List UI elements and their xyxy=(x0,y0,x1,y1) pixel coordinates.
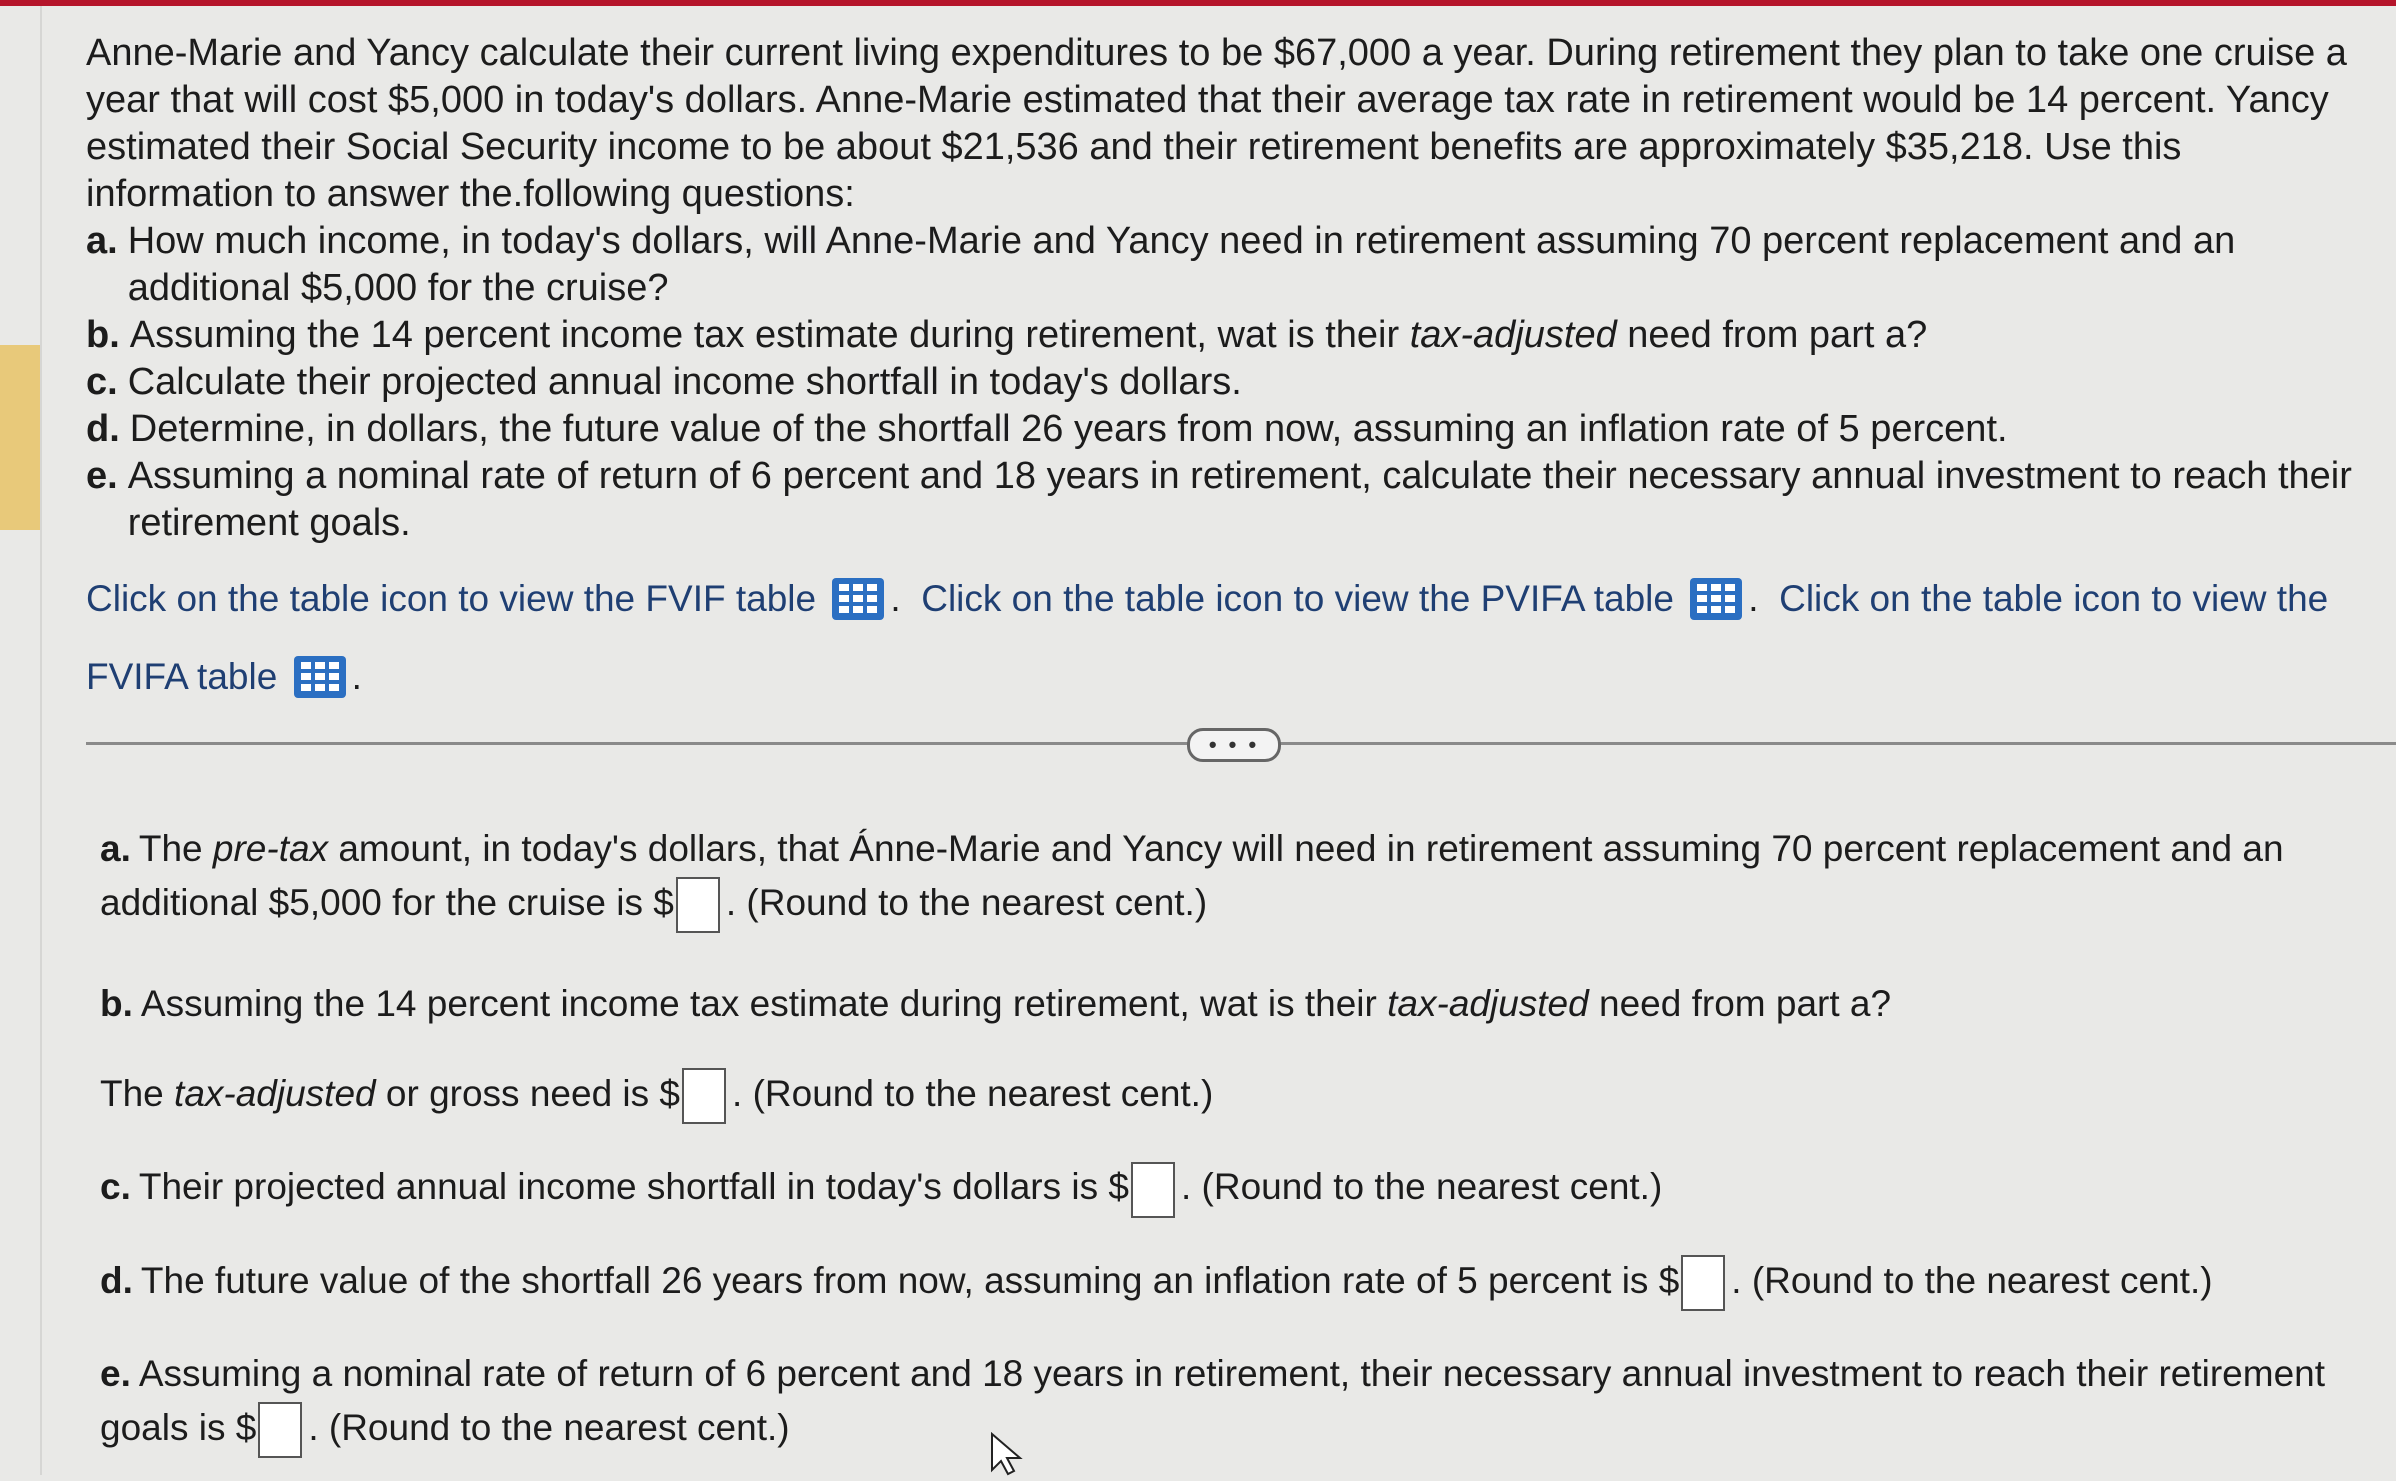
answer-text-post: . (Round to the nearest cent.) xyxy=(1731,1259,2213,1301)
answer-text-pre: The xyxy=(100,1073,175,1115)
mouse-pointer-icon xyxy=(990,1432,1030,1481)
answer-text-pre: The xyxy=(138,828,213,869)
table-icon[interactable] xyxy=(832,578,884,620)
answer-text-mid: or gross need is $ xyxy=(375,1073,681,1115)
answer-panel xyxy=(100,822,2350,1458)
answer-letter: b. xyxy=(100,983,133,1025)
answer-input-e[interactable] xyxy=(258,1402,302,1458)
answer-text-pre: Assuming the 14 percent income tax estimate during retirement, wat is their xyxy=(140,983,1388,1025)
question-letter: c. xyxy=(86,361,118,403)
answer-text-emphasis: pre-tax xyxy=(212,828,329,869)
question-text-pre: Assuming the 14 percent income tax estimate during retirement, wat is their xyxy=(129,314,1410,356)
separator-dot: . xyxy=(351,656,362,698)
fvifa-table-link-prefix[interactable]: Click on the table icon to view the xyxy=(1779,578,2329,620)
answer-text-pre: Assuming a nominal rate of return of 6 percent and 18 years in retirement, their necessary annual investment to reach their retirement goals is $ xyxy=(100,1352,2326,1448)
answer-text-post: . (Round to the nearest cent.) xyxy=(1181,1166,1663,1208)
separator-dot: . xyxy=(1748,578,1759,620)
answer-text-pre: Their projected annual income shortfall in today's dollars is $ xyxy=(138,1166,1129,1208)
answer-text-mid: amount, in today's dollars, that Ánne-Marie and Yancy will need in retirement assuming 70 percent replacement and an additional $5,000 for the cruise is $ xyxy=(100,828,2284,923)
answer-input-b[interactable] xyxy=(682,1068,726,1124)
answer-letter: d. xyxy=(100,1259,133,1301)
table-links xyxy=(86,559,2366,715)
top-accent-bar xyxy=(0,0,2396,6)
answer-c xyxy=(100,1160,2350,1217)
question-letter: a. xyxy=(86,220,118,262)
question-letter: e. xyxy=(86,455,118,497)
question-text xyxy=(130,312,2366,359)
answer-text-post: need from part a? xyxy=(1588,983,1892,1025)
question-text-post: need from part a? xyxy=(1616,314,1928,356)
answer-text-post: . (Round to the nearest cent.) xyxy=(732,1073,1214,1115)
question-b xyxy=(86,312,2366,359)
question-c xyxy=(86,359,2366,406)
question-d xyxy=(86,406,2366,453)
answer-a xyxy=(100,822,2350,933)
question-text-emphasis: tax-adjusted xyxy=(1409,314,1617,356)
question-panel xyxy=(86,30,2366,715)
left-edge-line xyxy=(40,6,42,1475)
pvifa-table-link[interactable]: Click on the table icon to view the PVIFA table xyxy=(921,578,1674,620)
question-letter: b. xyxy=(86,314,120,356)
answer-letter: a. xyxy=(100,828,131,869)
table-icon[interactable] xyxy=(1690,578,1742,620)
answer-e xyxy=(100,1347,2350,1458)
answer-text-emphasis: tax-adjusted xyxy=(174,1073,376,1115)
answer-input-d[interactable] xyxy=(1681,1255,1725,1311)
answer-letter: c. xyxy=(100,1166,131,1208)
answer-b xyxy=(100,1067,2350,1124)
answer-text-post: . (Round to the nearest cent.) xyxy=(308,1406,790,1448)
fvif-table-link[interactable]: Click on the table icon to view the FVIF table xyxy=(86,578,817,620)
question-e xyxy=(86,453,2366,547)
expand-button[interactable]: • • • xyxy=(1187,728,1281,762)
question-letter: d. xyxy=(86,408,120,450)
answer-d xyxy=(100,1254,2350,1311)
left-highlight-bar xyxy=(0,345,40,530)
answer-input-c[interactable] xyxy=(1131,1162,1175,1218)
answer-letter: e. xyxy=(100,1352,131,1394)
question-text: Determine, in dollars, the future value of the shortfall 26 years from now, assuming an inflation rate of 5 percent. xyxy=(129,408,2008,450)
problem-intro: Anne-Marie and Yancy calculate their current living expenditures to be $67,000 a year. During retirement they plan to take one cruise a year that will cost $5,000 in today's dollars. Anne-Marie estimated that their average tax rate in retirement would be 14 percent. Yancy estimated their Social Security income to be about $21,536 and their retirement benefits are approximately $35,218. Use this information to answer the.following questions: xyxy=(86,32,2347,215)
question-text: Assuming a nominal rate of return of 6 percent and 18 years in retirement, calculate their necessary annual investment to reach their retirement goals. xyxy=(127,455,2352,544)
question-text: Calculate their projected annual income shortfall in today's dollars. xyxy=(127,361,1242,403)
answer-b-question xyxy=(100,977,2350,1031)
separator-dot: . xyxy=(890,578,901,620)
table-icon[interactable] xyxy=(294,656,346,698)
question-a xyxy=(86,218,2366,312)
answer-input-a[interactable] xyxy=(676,877,720,933)
fvifa-table-link[interactable]: FVIFA table xyxy=(86,656,278,698)
question-text: How much income, in today's dollars, will Anne-Marie and Yancy need in retirement assuming 70 percent replacement and an additional $5,000 for the cruise? xyxy=(127,220,2236,309)
answer-text-pre: The future value of the shortfall 26 years from now, assuming an inflation rate of 5 percent is $ xyxy=(140,1259,1680,1301)
answer-text-emphasis: tax-adjusted xyxy=(1387,983,1589,1025)
answer-text-post: . (Round to the nearest cent.) xyxy=(725,882,1208,923)
